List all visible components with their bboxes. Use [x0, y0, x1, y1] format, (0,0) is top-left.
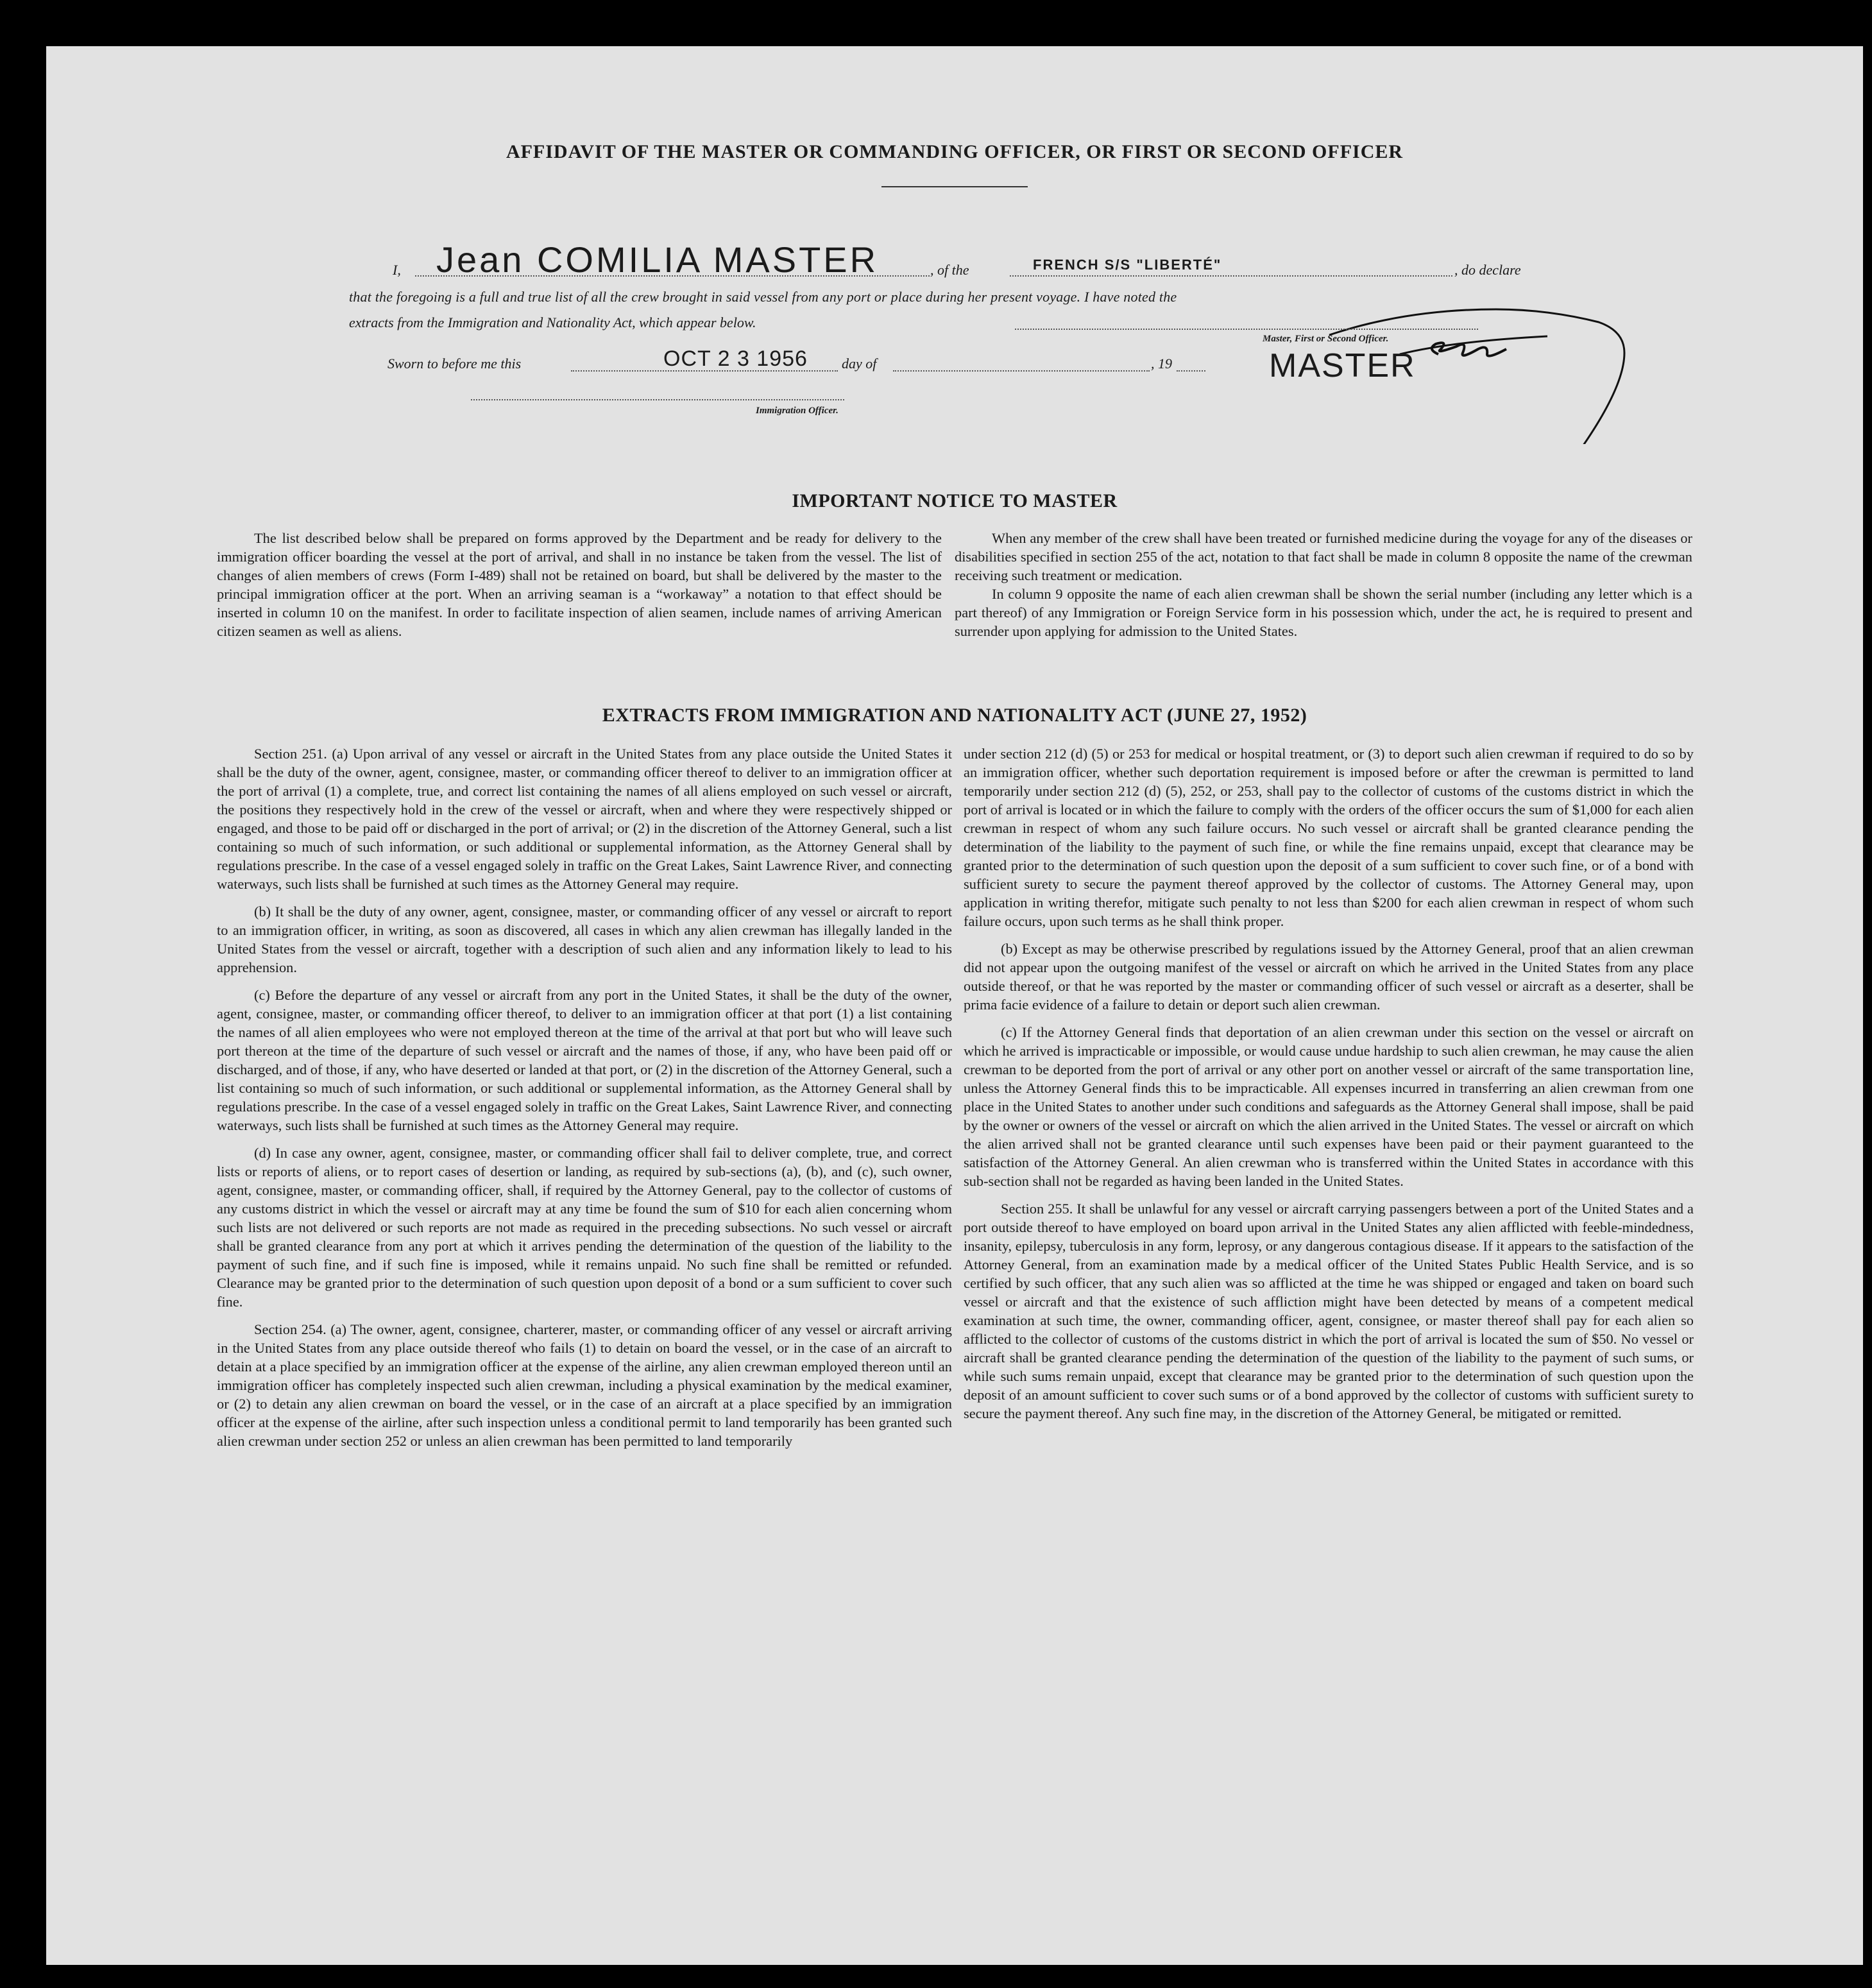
sworn-date-stamp: OCT 2 3 1956 — [663, 347, 808, 371]
master-officer-label: Master, First or Second Officer. — [1263, 334, 1389, 344]
do-declare-label: , do declare — [1454, 262, 1521, 278]
notice-right-paragraph-1: When any member of the crew shall have been treated or furnished medicine during the voyage for any of the diseases or disabilities specified in section 255 of the act, notation to that fact shall be made in column 8 opposite the name of the crewman receiving such treatment or medication. — [955, 530, 1692, 583]
section-251a: Section 251. (a) Upon arrival of any vessel or aircraft in the United States from any place outside the United States it shall be the duty of the owner, agent, consignee, master, or commanding officer thereof to deliver to an immigration officer at the port of arrival (1) a complete, true, and correct list containing the names of all aliens employed on such vessel or aircraft, the positions they respectively hold in the crew of the vessel or aircraft, when and where they were respectively shipped or engaged, and those to be paid off or discharged in the port of arrival; or (2) in the discretion of the Attorney General, such a list containing so much of such information, or such additional or supplemental information, as the Attorney General shall by regulations prescribe. In the case of a vessel engaged solely in traffic on the Great Lakes, Saint Lawrence River, and connecting waterways, such lists shall be furnished at such times as the Attorney General may require. — [217, 746, 952, 892]
document-page — [46, 46, 1863, 1965]
year-line — [1177, 370, 1205, 372]
extracts-left-column — [217, 744, 952, 1450]
declaration-text-1: that the foregoing is a full and true list of all the crew brought in said vessel from any port or place during her present voyage. I have noted the — [349, 289, 1177, 305]
year-prefix: , 19 — [1151, 356, 1172, 372]
section-251c: (c) Before the departure of any vessel or aircraft from any port in the United States, it shall be the duty of the owner, agent, consignee, master, or commanding officer thereof, to deliver to an immigration officer at that port (1) a list containing the names of all alien employees who were not employed thereon at the time of the arrival at that port but who will leave such port thereon at the time of the departure of such vessel or aircraft and the names of those, if any, who have been paid off or discharged, and of those, if any, who have deserted or landed at that port, or (2) in the discretion of the Attorney General, such a list containing so much of such information, or such additional or supplemental information, as the Attorney General shall by regulations prescribe. In the case of a vessel engaged solely in traffic on the Great Lakes, Saint Lawrence River, and connecting waterways, such lists shall be furnished at such times as the Attorney General may require. — [217, 987, 952, 1133]
extracts-right-column — [964, 744, 1694, 1423]
section-254a-continued: under section 212 (d) (5) or 253 for medical or hospital treatment, or (3) to deport such alien crewman if required to do so by an immigration officer, whether such deportation requirement is imposed before or after the crewman is permitted to land temporarily under section 212 (d) (5), 252, or 253, shall pay to the collector of customs of the customs district in which the port of arrival is located or in which the failure to comply with the orders of the officer occurs the sum of $1,000 for each alien crewman in respect of whom any such failure occurs. No such vessel or aircraft shall be granted clearance pending the determination of the liability to the payment of such fine, or while the fine remains unpaid, except that clearance may be granted prior to the determination of such question upon the deposit of a sum sufficient to cover such fine, or of a bond with sufficient surety to secure the payment thereof approved by the collector of customs. The Attorney General may, upon application in writing therefor, mitigate such penalty to not less than $200 for each alien crewman in respect of whom such failure occurs, upon such terms as he shall think proper. — [964, 746, 1694, 929]
extracts-heading: EXTRACTS FROM IMMIGRATION AND NATIONALITY ACT (JUNE 27, 1952) — [602, 705, 1307, 726]
vessel-name: FRENCH S/S "LIBERTÉ" — [1033, 257, 1222, 273]
notice-heading: IMPORTANT NOTICE TO MASTER — [792, 490, 1118, 511]
notice-left-paragraph: The list described below shall be prepared on forms approved by the Department and be ready for delivery to the immigration officer boarding the vessel at the port of arrival, and shall in no instance be taken from the vessel. The list of changes of alien members of crews (Form I-489) shall not be retained on board, but shall be delivered by the master to the principal immigration officer at the port. When an arriving seaman is a “workaway” a notation to that effect should be inserted in column 10 on the manifest. In order to facilitate inspection of alien seamen, include names of arriving American citizen seamen as well as aliens. — [217, 530, 942, 639]
section-254b: (b) Except as may be otherwise prescribed by regulations issued by the Attorney General, proof that an alien crewman did not appear upon the outgoing manifest of the vessel or aircraft on which he arrived in the United States from any place outside thereof, or that he was reported by the master or commanding officer of such vessel or aircraft as a deserter, shall be prima facie evidence of a failure to detain or deport such alien crewman. — [964, 941, 1694, 1013]
section-254a: Section 254. (a) The owner, agent, consignee, charterer, master, or commanding officer of any vessel or aircraft arriving in the United States from any place outside thereof who fails (1) to detain on board the vessel, or in the case of an aircraft to detain at a place specified by an immigration officer at the expense of the airline, any alien crewman employed thereon until an immigration officer has completely inspected such alien crewman, including a physical examination by the medical examiner, or (2) to detain any alien crewman on board the vessel, or in the case of an aircraft at a place specified by an immigration officer at the expense of the airline, after such inspection unless a conditional permit to land temporarily has been granted such alien crewman under section 252 or unless an alien crewman has been permitted to land temporarily — [217, 1321, 952, 1449]
immigration-officer-label: Immigration Officer. — [756, 406, 838, 416]
declaration-text-2: extracts from the Immigration and Nationality Act, which appear below. — [349, 314, 756, 330]
day-of-label: day of — [842, 356, 877, 372]
declarant-name: Jean COMILIA MASTER — [436, 239, 879, 280]
immigration-officer-line — [471, 399, 844, 400]
section-255: Section 255. It shall be unlawful for any vessel or aircraft carrying passengers between a port of the United States and a port outside thereof to have employed on board upon arrival in the United States any alien afflicted with feeble-mindedness, insanity, epilepsy, tuberculosis in any form, leprosy, or any dangerous contagious disease. If it appears to the satisfaction of the Attorney General, from an examination made by a medical officer of the United States Public Health Service, and is so certified by such officer, that any such alien was so afflicted at the time he was shipped or engaged and taken on board such vessel or aircraft and that the existence of such affliction might have been detected by means of a competent medical examination at such time, the owner, commanding officer, agent, consignee, or master thereof shall pay for each alien so afflicted to the collector of customs of the customs district in which the port of arrival is located the sum of $50. No vessel or aircraft shall be granted clearance pending the determination of the question of the liability to the payment of such sums, or while such sums remain unpaid, except that clearance may be granted prior to the determination of such question upon the deposit of an amount sufficient to cover such sums or of a bond approved by the collector of customs with sufficient surety to secure the payment thereof. Any such fine may, in the discretion of the Attorney General, be mitigated or remitted. — [964, 1201, 1694, 1421]
declarant-prefix: I, — [393, 262, 401, 278]
of-the-label: , of the — [930, 262, 969, 278]
notice-left-column — [217, 529, 942, 640]
master-signature-line — [1015, 329, 1478, 330]
section-251b: (b) It shall be the duty of any owner, agent, consignee, master, or commanding officer of any vessel or aircraft to report to an immigration officer, in writing, as soon as discovered, all cases in which any alien crewman has illegally landed in the United States from the vessel or aircraft, together with a description of such alien and any information likely to lead to his apprehension. — [217, 904, 952, 975]
sworn-label: Sworn to before me this — [387, 356, 522, 372]
notice-right-paragraph-2: In column 9 opposite the name of each alien crewman shall be shown the serial number (including any letter which is a part thereof) of any Immigration or Foreign Service form in his possession which, under the act, he is required to present and surrender upon applying for admission to the United States. — [955, 586, 1692, 639]
section-254c: (c) If the Attorney General finds that deportation of an alien crewman under this section on the vessel or aircraft on which he arrived is impracticable or impossible, or would cause undue hardship to such alien crewman, he may cause the alien crewman to be deported from the port of arrival or any other port on another vessel or aircraft of the same transportation line, unless the Attorney General finds this to be impracticable. All expenses incurred in transferring an alien crewman from one place in the United States to another under such conditions and safeguards as the Attorney General shall impose, shall be paid by the owner or owners of the vessel or aircraft on which the alien arrived in the United States. The vessel or aircraft on which the alien arrived shall not be granted clearance until such expenses have been paid or their payment guaranteed to the satisfaction of the Attorney General. An alien crewman who is transferred within the United States in accordance with this sub-section shall not be regarded as having been landed in the United States. — [964, 1024, 1694, 1189]
section-251d: (d) In case any owner, agent, consignee, master, or commanding officer shall fail to deliver complete, true, and correct lists or reports of aliens, or to report cases of desertion or landing, as required by sub-sections (a), (b), and (c), such owner, agent, consignee, master, or commanding officer, shall, if required by the Attorney General, pay to the collector of customs of any customs district in which the vessel or aircraft may at any time be found the sum of $10 for each alien concerning whom such lists are not delivered or such reports are not made as required in the preceding subsections. No such vessel or aircraft shall be granted clearance from any port at which it arrives pending the determination of the question of the liability to the payment of such fine, and if such fine is imposed, while it remains unpaid. No such fine shall be remitted or refunded. Clearance may be granted prior to the determination of such question upon deposit of a bond or a sum sufficient to cover such fine. — [217, 1145, 952, 1310]
master-stamp: MASTER — [1269, 347, 1416, 384]
month-line — [893, 370, 1150, 372]
affidavit-title: AFFIDAVIT OF THE MASTER OR COMMANDING OFFICER, OR FIRST OR SECOND OFFICER — [506, 141, 1404, 162]
title-rule — [881, 186, 1028, 187]
notice-right-column — [955, 529, 1692, 640]
